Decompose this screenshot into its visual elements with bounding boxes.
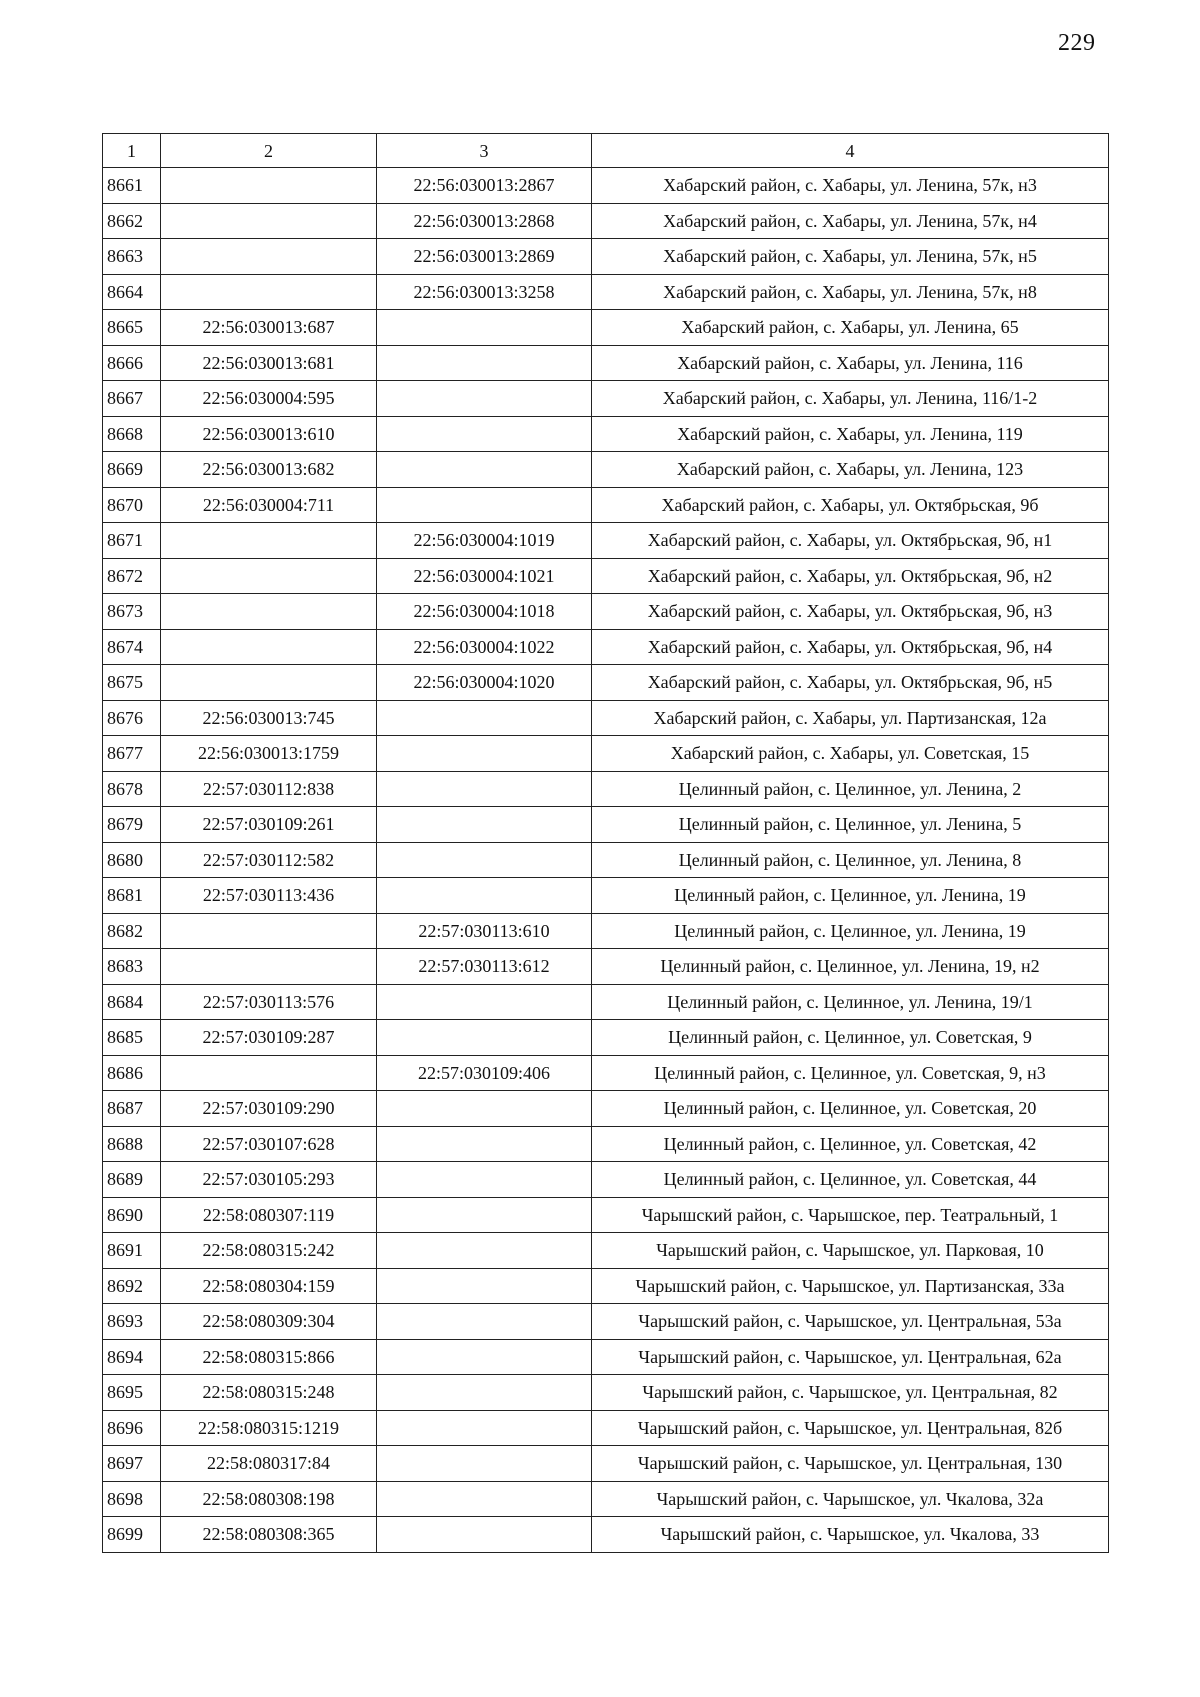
row-number-cell: 8692 bbox=[103, 1268, 161, 1304]
table-row bbox=[103, 913, 1109, 949]
table-row bbox=[103, 1304, 1109, 1340]
address-cell: Целинный район, с. Целинное, ул. Советская, 9, н3 bbox=[592, 1055, 1109, 1091]
premises-cadastral-cell bbox=[377, 1268, 592, 1304]
cadastral-number-cell: 22:56:030004:595 bbox=[161, 381, 377, 417]
row-number-cell: 8687 bbox=[103, 1091, 161, 1127]
address-cell: Хабарский район, с. Хабары, ул. Ленина, 57к, н8 bbox=[592, 274, 1109, 310]
table-row bbox=[103, 878, 1109, 914]
cadastral-number-cell: 22:58:080315:1219 bbox=[161, 1410, 377, 1446]
row-number-cell: 8693 bbox=[103, 1304, 161, 1340]
table-row bbox=[103, 310, 1109, 346]
address-cell: Чарышский район, с. Чарышское, ул. Центральная, 82б bbox=[592, 1410, 1109, 1446]
address-cell: Чарышский район, с. Чарышское, ул. Центральная, 130 bbox=[592, 1446, 1109, 1482]
premises-cadastral-cell: 22:57:030113:610 bbox=[377, 913, 592, 949]
address-cell: Хабарский район, с. Хабары, ул. Ленина, 65 bbox=[592, 310, 1109, 346]
premises-cadastral-cell: 22:56:030013:3258 bbox=[377, 274, 592, 310]
table-row bbox=[103, 1055, 1109, 1091]
table-row bbox=[103, 594, 1109, 630]
address-cell: Хабарский район, с. Хабары, ул. Ленина, 123 bbox=[592, 452, 1109, 488]
row-number-cell: 8669 bbox=[103, 452, 161, 488]
premises-cadastral-cell bbox=[377, 310, 592, 346]
row-number-cell: 8682 bbox=[103, 913, 161, 949]
table-row bbox=[103, 274, 1109, 310]
cadastral-number-cell: 22:56:030013:610 bbox=[161, 416, 377, 452]
row-number-cell: 8683 bbox=[103, 949, 161, 985]
address-cell: Хабарский район, с. Хабары, ул. Октябрьская, 9б bbox=[592, 487, 1109, 523]
address-cell: Чарышский район, с. Чарышское, ул. Чкалова, 32а bbox=[592, 1481, 1109, 1517]
cadastral-number-cell: 22:58:080308:365 bbox=[161, 1517, 377, 1553]
row-number-cell: 8668 bbox=[103, 416, 161, 452]
table-row bbox=[103, 1268, 1109, 1304]
premises-cadastral-cell bbox=[377, 700, 592, 736]
address-cell: Чарышский район, с. Чарышское, ул. Центральная, 62а bbox=[592, 1339, 1109, 1375]
premises-cadastral-cell bbox=[377, 345, 592, 381]
cadastral-number-cell: 22:58:080317:84 bbox=[161, 1446, 377, 1482]
table-row bbox=[103, 523, 1109, 559]
table-row bbox=[103, 1339, 1109, 1375]
cadastral-number-cell: 22:57:030113:436 bbox=[161, 878, 377, 914]
premises-cadastral-cell bbox=[377, 381, 592, 417]
table-row bbox=[103, 949, 1109, 985]
table-row bbox=[103, 1481, 1109, 1517]
table-row bbox=[103, 736, 1109, 772]
cadastral-number-cell bbox=[161, 168, 377, 204]
table-row bbox=[103, 984, 1109, 1020]
premises-cadastral-cell bbox=[377, 1126, 592, 1162]
cadastral-number-cell bbox=[161, 1055, 377, 1091]
table-row bbox=[103, 381, 1109, 417]
address-cell: Чарышский район, с. Чарышское, пер. Театральный, 1 bbox=[592, 1197, 1109, 1233]
column-header-4: 4 bbox=[592, 134, 1109, 168]
address-cell: Целинный район, с. Целинное, ул. Ленина, 2 bbox=[592, 771, 1109, 807]
row-number-cell: 8676 bbox=[103, 700, 161, 736]
row-number-cell: 8672 bbox=[103, 558, 161, 594]
premises-cadastral-cell: 22:56:030004:1021 bbox=[377, 558, 592, 594]
premises-cadastral-cell: 22:57:030113:612 bbox=[377, 949, 592, 985]
address-cell: Целинный район, с. Целинное, ул. Ленина, 8 bbox=[592, 842, 1109, 878]
column-header-2: 2 bbox=[161, 134, 377, 168]
address-cell: Целинный район, с. Целинное, ул. Советская, 20 bbox=[592, 1091, 1109, 1127]
address-cell: Хабарский район, с. Хабары, ул. Ленина, 119 bbox=[592, 416, 1109, 452]
row-number-cell: 8667 bbox=[103, 381, 161, 417]
cadastral-number-cell: 22:57:030109:261 bbox=[161, 807, 377, 843]
row-number-cell: 8671 bbox=[103, 523, 161, 559]
address-cell: Чарышский район, с. Чарышское, ул. Центральная, 53а bbox=[592, 1304, 1109, 1340]
table-row bbox=[103, 1197, 1109, 1233]
address-cell: Целинный район, с. Целинное, ул. Ленина, 19/1 bbox=[592, 984, 1109, 1020]
row-number-cell: 8697 bbox=[103, 1446, 161, 1482]
premises-cadastral-cell: 22:56:030004:1019 bbox=[377, 523, 592, 559]
address-cell: Хабарский район, с. Хабары, ул. Октябрьская, 9б, н1 bbox=[592, 523, 1109, 559]
row-number-cell: 8698 bbox=[103, 1481, 161, 1517]
premises-cadastral-cell: 22:56:030004:1020 bbox=[377, 665, 592, 701]
row-number-cell: 8670 bbox=[103, 487, 161, 523]
row-number-cell: 8678 bbox=[103, 771, 161, 807]
row-number-cell: 8662 bbox=[103, 203, 161, 239]
row-number-cell: 8665 bbox=[103, 310, 161, 346]
premises-cadastral-cell bbox=[377, 416, 592, 452]
cadastral-number-cell: 22:58:080308:198 bbox=[161, 1481, 377, 1517]
table-row bbox=[103, 558, 1109, 594]
row-number-cell: 8696 bbox=[103, 1410, 161, 1446]
cadastral-number-cell bbox=[161, 913, 377, 949]
premises-cadastral-cell: 22:56:030004:1022 bbox=[377, 629, 592, 665]
row-number-cell: 8677 bbox=[103, 736, 161, 772]
row-number-cell: 8673 bbox=[103, 594, 161, 630]
cadastral-number-cell bbox=[161, 629, 377, 665]
address-cell: Хабарский район, с. Хабары, ул. Советская, 15 bbox=[592, 736, 1109, 772]
address-cell: Целинный район, с. Целинное, ул. Советская, 44 bbox=[592, 1162, 1109, 1198]
cadastral-number-cell: 22:58:080309:304 bbox=[161, 1304, 377, 1340]
cadastral-number-cell: 22:56:030013:745 bbox=[161, 700, 377, 736]
table-row bbox=[103, 239, 1109, 275]
table-row bbox=[103, 416, 1109, 452]
premises-cadastral-cell: 22:56:030013:2868 bbox=[377, 203, 592, 239]
premises-cadastral-cell bbox=[377, 1375, 592, 1411]
premises-cadastral-cell bbox=[377, 1091, 592, 1127]
row-number-cell: 8699 bbox=[103, 1517, 161, 1553]
cadastral-number-cell bbox=[161, 594, 377, 630]
table-row bbox=[103, 1446, 1109, 1482]
premises-cadastral-cell: 22:56:030013:2869 bbox=[377, 239, 592, 275]
address-cell: Чарышский район, с. Чарышское, ул. Центральная, 82 bbox=[592, 1375, 1109, 1411]
premises-cadastral-cell bbox=[377, 878, 592, 914]
table-header bbox=[103, 134, 1109, 168]
registry-table bbox=[102, 133, 1109, 1553]
row-number-cell: 8684 bbox=[103, 984, 161, 1020]
premises-cadastral-cell bbox=[377, 1517, 592, 1553]
premises-cadastral-cell bbox=[377, 736, 592, 772]
table-row bbox=[103, 1410, 1109, 1446]
table-row bbox=[103, 842, 1109, 878]
address-cell: Хабарский район, с. Хабары, ул. Ленина, 57к, н3 bbox=[592, 168, 1109, 204]
address-cell: Хабарский район, с. Хабары, ул. Октябрьская, 9б, н5 bbox=[592, 665, 1109, 701]
premises-cadastral-cell bbox=[377, 1410, 592, 1446]
premises-cadastral-cell bbox=[377, 1481, 592, 1517]
address-cell: Хабарский район, с. Хабары, ул. Ленина, 57к, н5 bbox=[592, 239, 1109, 275]
premises-cadastral-cell bbox=[377, 771, 592, 807]
premises-cadastral-cell bbox=[377, 807, 592, 843]
cadastral-number-cell: 22:58:080304:159 bbox=[161, 1268, 377, 1304]
row-number-cell: 8695 bbox=[103, 1375, 161, 1411]
address-cell: Хабарский район, с. Хабары, ул. Ленина, 116 bbox=[592, 345, 1109, 381]
address-cell: Целинный район, с. Целинное, ул. Ленина, 19 bbox=[592, 878, 1109, 914]
address-cell: Целинный район, с. Целинное, ул. Ленина, 19, н2 bbox=[592, 949, 1109, 985]
premises-cadastral-cell bbox=[377, 1304, 592, 1340]
cadastral-number-cell: 22:58:080315:866 bbox=[161, 1339, 377, 1375]
table-row bbox=[103, 1375, 1109, 1411]
table-body bbox=[103, 168, 1109, 1553]
cadastral-number-cell bbox=[161, 239, 377, 275]
row-number-cell: 8694 bbox=[103, 1339, 161, 1375]
cadastral-number-cell bbox=[161, 665, 377, 701]
row-number-cell: 8679 bbox=[103, 807, 161, 843]
cadastral-number-cell: 22:57:030112:582 bbox=[161, 842, 377, 878]
premises-cadastral-cell bbox=[377, 487, 592, 523]
premises-cadastral-cell bbox=[377, 984, 592, 1020]
row-number-cell: 8690 bbox=[103, 1197, 161, 1233]
cadastral-number-cell: 22:57:030105:293 bbox=[161, 1162, 377, 1198]
row-number-cell: 8689 bbox=[103, 1162, 161, 1198]
address-cell: Хабарский район, с. Хабары, ул. Октябрьская, 9б, н4 bbox=[592, 629, 1109, 665]
cadastral-number-cell bbox=[161, 203, 377, 239]
table-row bbox=[103, 1126, 1109, 1162]
row-number-cell: 8664 bbox=[103, 274, 161, 310]
table-row bbox=[103, 345, 1109, 381]
cadastral-number-cell: 22:57:030109:287 bbox=[161, 1020, 377, 1056]
address-cell: Целинный район, с. Целинное, ул. Советская, 9 bbox=[592, 1020, 1109, 1056]
row-number-cell: 8691 bbox=[103, 1233, 161, 1269]
cadastral-number-cell: 22:58:080315:248 bbox=[161, 1375, 377, 1411]
premises-cadastral-cell bbox=[377, 1233, 592, 1269]
address-cell: Целинный район, с. Целинное, ул. Советская, 42 bbox=[592, 1126, 1109, 1162]
address-cell: Целинный район, с. Целинное, ул. Ленина, 19 bbox=[592, 913, 1109, 949]
cadastral-number-cell: 22:58:080307:119 bbox=[161, 1197, 377, 1233]
premises-cadastral-cell bbox=[377, 452, 592, 488]
page-number: 229 bbox=[1058, 30, 1096, 56]
table-row bbox=[103, 168, 1109, 204]
row-number-cell: 8681 bbox=[103, 878, 161, 914]
table-row bbox=[103, 771, 1109, 807]
row-number-cell: 8674 bbox=[103, 629, 161, 665]
row-number-cell: 8680 bbox=[103, 842, 161, 878]
table-row bbox=[103, 1517, 1109, 1553]
row-number-cell: 8688 bbox=[103, 1126, 161, 1162]
table-row bbox=[103, 1233, 1109, 1269]
header-row bbox=[103, 134, 1109, 168]
row-number-cell: 8675 bbox=[103, 665, 161, 701]
cadastral-number-cell: 22:56:030013:682 bbox=[161, 452, 377, 488]
cadastral-number-cell: 22:56:030013:1759 bbox=[161, 736, 377, 772]
address-cell: Чарышский район, с. Чарышское, ул. Парковая, 10 bbox=[592, 1233, 1109, 1269]
premises-cadastral-cell bbox=[377, 1162, 592, 1198]
cadastral-number-cell: 22:56:030013:681 bbox=[161, 345, 377, 381]
premises-cadastral-cell: 22:57:030109:406 bbox=[377, 1055, 592, 1091]
row-number-cell: 8661 bbox=[103, 168, 161, 204]
premises-cadastral-cell bbox=[377, 1339, 592, 1375]
premises-cadastral-cell: 22:56:030004:1018 bbox=[377, 594, 592, 630]
cadastral-number-cell: 22:57:030113:576 bbox=[161, 984, 377, 1020]
row-number-cell: 8686 bbox=[103, 1055, 161, 1091]
cadastral-number-cell: 22:58:080315:242 bbox=[161, 1233, 377, 1269]
premises-cadastral-cell: 22:56:030013:2867 bbox=[377, 168, 592, 204]
row-number-cell: 8666 bbox=[103, 345, 161, 381]
premises-cadastral-cell bbox=[377, 1446, 592, 1482]
premises-cadastral-cell bbox=[377, 1020, 592, 1056]
address-cell: Хабарский район, с. Хабары, ул. Октябрьская, 9б, н2 bbox=[592, 558, 1109, 594]
table-row bbox=[103, 700, 1109, 736]
address-cell: Целинный район, с. Целинное, ул. Ленина, 5 bbox=[592, 807, 1109, 843]
cadastral-number-cell: 22:57:030107:628 bbox=[161, 1126, 377, 1162]
cadastral-number-cell bbox=[161, 558, 377, 594]
address-cell: Хабарский район, с. Хабары, ул. Октябрьская, 9б, н3 bbox=[592, 594, 1109, 630]
address-cell: Чарышский район, с. Чарышское, ул. Чкалова, 33 bbox=[592, 1517, 1109, 1553]
table-row bbox=[103, 629, 1109, 665]
cadastral-number-cell: 22:57:030112:838 bbox=[161, 771, 377, 807]
column-header-1: 1 bbox=[103, 134, 161, 168]
table-row bbox=[103, 1162, 1109, 1198]
table-row bbox=[103, 452, 1109, 488]
cadastral-number-cell bbox=[161, 949, 377, 985]
row-number-cell: 8663 bbox=[103, 239, 161, 275]
premises-cadastral-cell bbox=[377, 842, 592, 878]
cadastral-number-cell: 22:57:030109:290 bbox=[161, 1091, 377, 1127]
table-row bbox=[103, 665, 1109, 701]
cadastral-number-cell: 22:56:030004:711 bbox=[161, 487, 377, 523]
address-cell: Чарышский район, с. Чарышское, ул. Партизанская, 33а bbox=[592, 1268, 1109, 1304]
row-number-cell: 8685 bbox=[103, 1020, 161, 1056]
cadastral-number-cell bbox=[161, 274, 377, 310]
address-cell: Хабарский район, с. Хабары, ул. Партизанская, 12а bbox=[592, 700, 1109, 736]
table-row bbox=[103, 203, 1109, 239]
table-row bbox=[103, 807, 1109, 843]
cadastral-number-cell: 22:56:030013:687 bbox=[161, 310, 377, 346]
premises-cadastral-cell bbox=[377, 1197, 592, 1233]
table-row bbox=[103, 1091, 1109, 1127]
address-cell: Хабарский район, с. Хабары, ул. Ленина, 116/1-2 bbox=[592, 381, 1109, 417]
cadastral-number-cell bbox=[161, 523, 377, 559]
table-row bbox=[103, 487, 1109, 523]
address-cell: Хабарский район, с. Хабары, ул. Ленина, 57к, н4 bbox=[592, 203, 1109, 239]
column-header-3: 3 bbox=[377, 134, 592, 168]
table-row bbox=[103, 1020, 1109, 1056]
